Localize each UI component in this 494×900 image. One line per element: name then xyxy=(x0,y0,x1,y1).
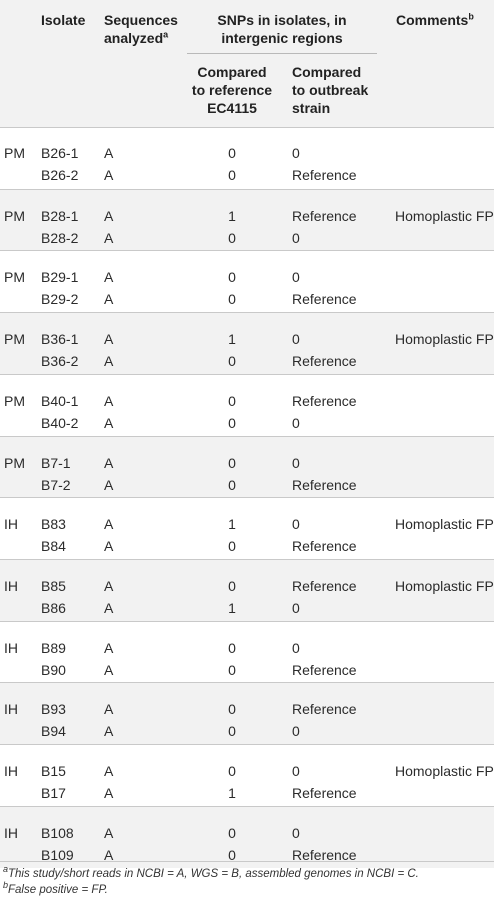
ref-snp-cell: 0 xyxy=(228,167,236,183)
group-label: PM xyxy=(4,392,25,409)
row-group xyxy=(0,189,494,252)
outbreak-snp-cell: Reference xyxy=(292,167,357,183)
row-group xyxy=(0,312,494,375)
group-label: IH xyxy=(4,516,18,533)
sequences-cell: A xyxy=(104,701,114,718)
isolate-cell: B108 xyxy=(41,824,74,841)
ref-snp-cell: 1 xyxy=(228,207,236,224)
sequences-cell: A xyxy=(104,269,114,286)
sequences-cell: A xyxy=(104,824,114,841)
isolate-cell: B109 xyxy=(41,846,74,863)
isolate-cell: B26-1 xyxy=(41,145,79,161)
isolate-cell: B86 xyxy=(41,599,66,616)
ref-snp-cell: 1 xyxy=(228,516,236,533)
header-snps-line1: SNPs in isolates, in xyxy=(217,12,347,28)
outbreak-snp-cell: 0 xyxy=(292,599,300,616)
isolate-cell: B28-2 xyxy=(41,229,79,246)
sequences-cell: A xyxy=(104,414,114,431)
isolate-cell: B83 xyxy=(41,516,66,533)
sequences-cell: A xyxy=(104,291,114,308)
ref-snp-cell: 0 xyxy=(228,414,236,431)
isolate-cell: B29-2 xyxy=(41,291,79,308)
ref-snp-cell: 0 xyxy=(228,392,236,409)
isolate-cell: B94 xyxy=(41,723,66,740)
ref-snp-cell: 0 xyxy=(228,763,236,779)
isolate-cell: B84 xyxy=(41,538,66,555)
sequences-cell: A xyxy=(104,331,114,348)
ref-snp-cell: 1 xyxy=(228,785,236,801)
sequences-cell: A xyxy=(104,639,114,656)
sequences-cell: A xyxy=(104,785,114,801)
ref-snp-cell: 0 xyxy=(228,269,236,286)
ref-snp-cell: 0 xyxy=(228,454,236,471)
header-out-line2: to outbreak xyxy=(292,82,369,98)
ref-snp-cell: 0 xyxy=(228,723,236,740)
outbreak-snp-cell: 0 xyxy=(292,229,300,246)
ref-snp-cell: 0 xyxy=(228,639,236,656)
header-ref-line3: EC4115 xyxy=(207,100,257,116)
header-sequences-line2: analyzed$^a$ xyxy=(104,29,169,46)
outbreak-snp-cell: Reference xyxy=(292,701,357,718)
header-comments: Comments$^b$ xyxy=(396,11,474,28)
outbreak-snp-cell: 0 xyxy=(292,639,300,656)
outbreak-snp-cell: 0 xyxy=(292,145,300,161)
sequences-cell: A xyxy=(104,516,114,533)
row-group xyxy=(0,497,494,560)
isolate-cell: B36-2 xyxy=(41,353,79,370)
group-label: IH xyxy=(4,763,18,779)
isolate-cell: B40-1 xyxy=(41,392,79,409)
header-out-line1: Compared xyxy=(292,64,362,80)
sequences-cell: A xyxy=(104,353,114,370)
isolate-cell: B85 xyxy=(41,577,66,594)
isolate-cell: B89 xyxy=(41,639,66,656)
ref-snp-cell: 0 xyxy=(228,476,236,493)
isolate-cell: B90 xyxy=(41,661,66,678)
sequences-cell: A xyxy=(104,846,114,863)
header-isolate: Isolate xyxy=(41,12,86,28)
table-header xyxy=(0,0,494,128)
ref-snp-cell: 0 xyxy=(228,846,236,863)
sequences-cell: A xyxy=(104,392,114,409)
ref-snp-cell: 0 xyxy=(228,824,236,841)
footnote-mark-a: a xyxy=(163,29,169,40)
footnote-a: $^a$This study/short reads in NCBI = A, WGS = B, assembled genomes in NCBI = C. xyxy=(3,864,419,880)
row-group xyxy=(0,682,494,745)
sequences-cell: A xyxy=(104,763,114,779)
outbreak-snp-cell: Reference xyxy=(292,577,357,594)
header-ref-line2: to reference xyxy=(191,82,273,98)
sequences-cell: A xyxy=(104,454,114,471)
isolate-cell: B7-2 xyxy=(41,476,71,493)
row-group xyxy=(0,744,494,807)
ref-snp-cell: 0 xyxy=(228,229,236,246)
sequences-cell: A xyxy=(104,229,114,246)
sequences-cell: A xyxy=(104,538,114,555)
comment-cell: Homoplastic FP xyxy=(395,516,494,533)
group-label: IH xyxy=(4,701,18,718)
group-label: PM xyxy=(4,207,25,224)
outbreak-snp-cell: Reference xyxy=(292,661,357,678)
outbreak-snp-cell: 0 xyxy=(292,723,300,740)
comment-cell: Homoplastic FP xyxy=(395,577,494,594)
ref-snp-cell: 0 xyxy=(228,577,236,594)
sequences-cell: A xyxy=(104,167,114,183)
row-group xyxy=(0,127,494,189)
comment-cell: Homoplastic FP xyxy=(395,331,494,348)
isolate-cell: B17 xyxy=(41,785,66,801)
ref-snp-cell: 0 xyxy=(228,701,236,718)
isolate-cell: B40-2 xyxy=(41,414,79,431)
group-label: PM xyxy=(4,454,25,471)
outbreak-snp-cell: Reference xyxy=(292,291,357,308)
comment-cell: Homoplastic FP xyxy=(395,207,494,224)
sequences-cell: A xyxy=(104,723,114,740)
group-label: PM xyxy=(4,331,25,348)
isolate-cell: B36-1 xyxy=(41,331,79,348)
outbreak-snp-cell: Reference xyxy=(292,353,357,370)
outbreak-snp-cell: 0 xyxy=(292,824,300,841)
group-label: IH xyxy=(4,824,18,841)
group-label: PM xyxy=(4,145,25,161)
row-group xyxy=(0,621,494,684)
ref-snp-cell: 1 xyxy=(228,331,236,348)
group-label: IH xyxy=(4,639,18,656)
sequences-cell: A xyxy=(104,145,114,161)
row-group xyxy=(0,436,494,499)
footnote-b: $^b$False positive = FP. xyxy=(3,880,108,896)
ref-snp-cell: 0 xyxy=(228,661,236,678)
sequences-cell: A xyxy=(104,661,114,678)
ref-snp-cell: 0 xyxy=(228,291,236,308)
outbreak-snp-cell: 0 xyxy=(292,414,300,431)
sequences-cell: A xyxy=(104,207,114,224)
sequences-cell: A xyxy=(104,599,114,616)
sequences-cell: A xyxy=(104,476,114,493)
outbreak-snp-cell: Reference xyxy=(292,785,357,801)
isolate-cell: B28-1 xyxy=(41,207,79,224)
sequences-cell: A xyxy=(104,577,114,594)
outbreak-snp-cell: Reference xyxy=(292,846,357,863)
outbreak-snp-cell: 0 xyxy=(292,269,300,286)
header-sequences-line1: Sequences xyxy=(104,12,178,28)
ref-snp-cell: 0 xyxy=(228,145,236,161)
ref-snp-cell: 0 xyxy=(228,538,236,555)
isolate-cell: B7-1 xyxy=(41,454,71,471)
outbreak-snp-cell: Reference xyxy=(292,538,357,555)
row-group xyxy=(0,250,494,313)
header-divider xyxy=(187,53,377,54)
outbreak-snp-cell: 0 xyxy=(292,331,300,348)
header-ref-line1: Compared xyxy=(197,64,267,80)
row-group xyxy=(0,806,494,869)
isolate-cell: B29-1 xyxy=(41,269,79,286)
ref-snp-cell: 0 xyxy=(228,353,236,370)
comment-cell: Homoplastic FP xyxy=(395,763,494,779)
header-snps-line2: intergenic regions xyxy=(221,30,343,46)
ref-snp-cell: 1 xyxy=(228,599,236,616)
outbreak-snp-cell: Reference xyxy=(292,392,357,409)
group-label: PM xyxy=(4,269,25,286)
outbreak-snp-cell: Reference xyxy=(292,207,357,224)
group-label: IH xyxy=(4,577,18,594)
outbreak-snp-cell: Reference xyxy=(292,476,357,493)
table-footnotes xyxy=(0,861,494,896)
footnote-mark-b: b xyxy=(468,11,474,22)
isolate-cell: B26-2 xyxy=(41,167,79,183)
outbreak-snp-cell: 0 xyxy=(292,454,300,471)
outbreak-snp-cell: 0 xyxy=(292,763,300,779)
row-group xyxy=(0,559,494,622)
header-out-line3: strain xyxy=(292,100,331,116)
isolate-cell: B15 xyxy=(41,763,66,779)
outbreak-snp-cell: 0 xyxy=(292,516,300,533)
row-group xyxy=(0,374,494,437)
isolate-cell: B93 xyxy=(41,701,66,718)
